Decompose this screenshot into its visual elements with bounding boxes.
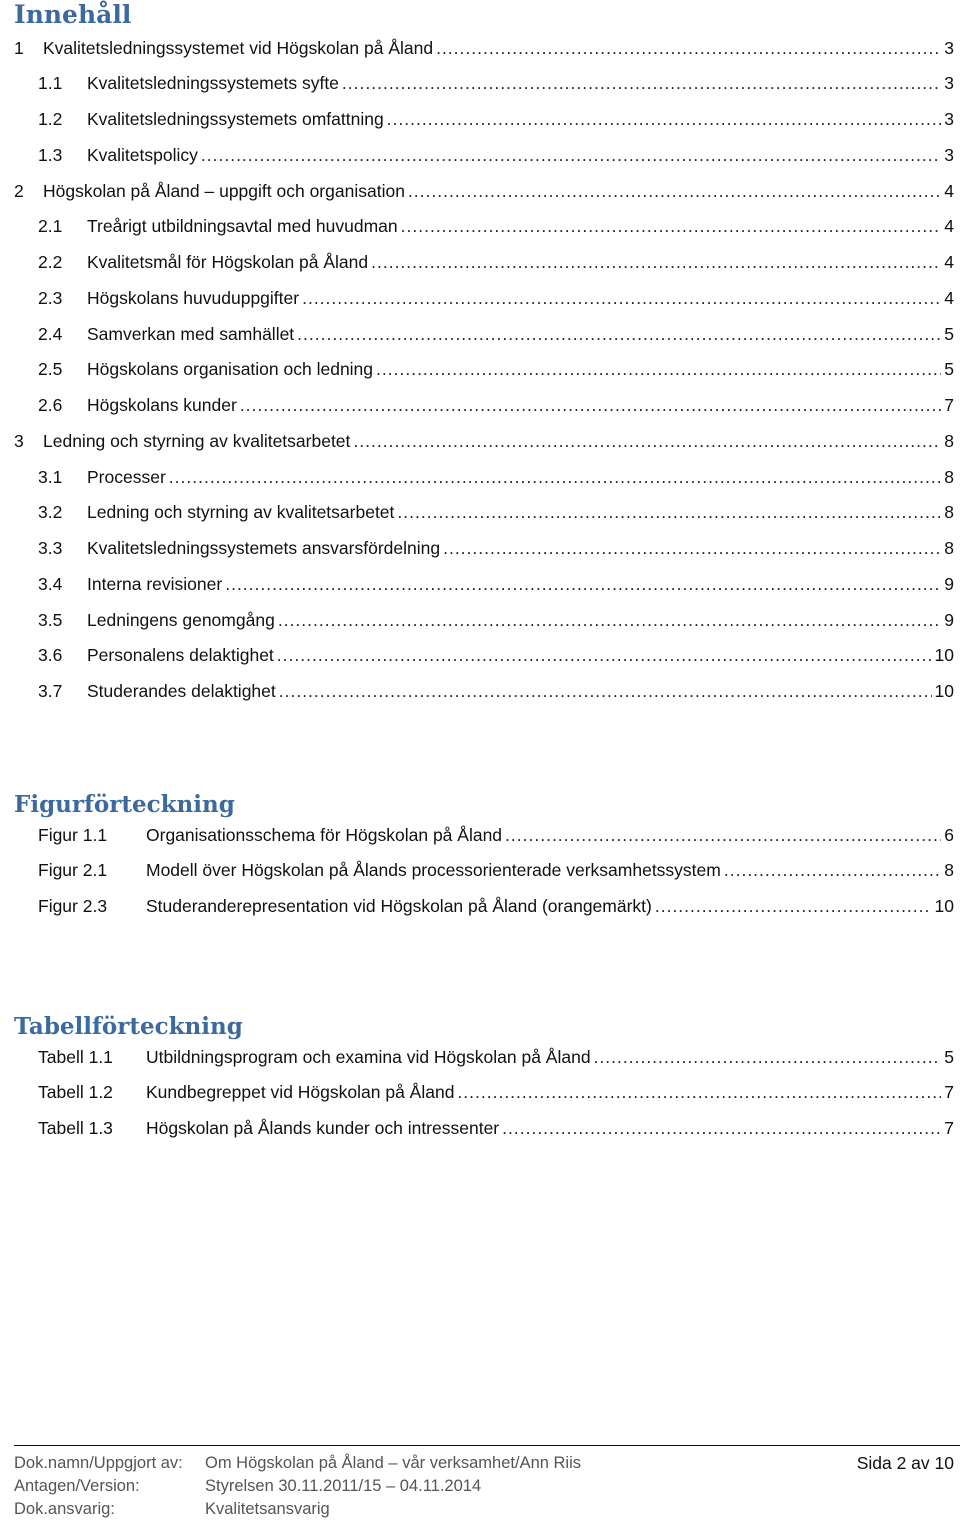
toc-entry[interactable]: [14, 212, 954, 242]
table-list-heading: Tabellförteckning: [14, 1013, 243, 1040]
dot-leader: [371, 252, 941, 273]
footer-label: Dok.namn/Uppgjort av:: [14, 1454, 183, 1472]
entry-page-number: 10: [934, 645, 954, 666]
dot-leader: [502, 1118, 941, 1139]
entry-page-number: 10: [934, 681, 954, 701]
footer-divider: [14, 1445, 960, 1446]
entry-page-number: 3: [944, 73, 954, 94]
entry-number: 3.7: [38, 681, 63, 701]
entry-number: Figur 1.1: [38, 824, 108, 845]
figure-list-entry[interactable]: [38, 820, 954, 850]
toc-entry[interactable]: [14, 176, 954, 206]
toc-entry[interactable]: [14, 105, 954, 135]
entry-page-number: 4: [944, 287, 954, 308]
dot-leader: [443, 538, 941, 559]
entry-title: Studerandes delaktighet: [87, 681, 279, 702]
entry-title: Treårigt utbildningsavtal med huvudman: [87, 216, 401, 237]
entry-title: Ledning och styrning av kvalitetsarbetet: [87, 502, 397, 523]
footer-label: Dok.ansvarig:: [14, 1500, 115, 1518]
dot-leader: [505, 825, 941, 846]
entry-number: 3.4: [38, 573, 63, 594]
dot-leader: [594, 1047, 942, 1068]
toc-entry[interactable]: [14, 462, 954, 492]
entry-title: Kvalitetsmål för Högskolan på Åland: [87, 252, 371, 273]
dot-leader: [278, 610, 941, 631]
entry-page-number: 3: [944, 109, 954, 129]
entry-number: 2: [14, 180, 24, 201]
dot-leader: [342, 73, 941, 94]
entry-title: Kvalitetspolicy: [87, 145, 201, 166]
toc-entry[interactable]: [14, 498, 954, 528]
toc-entry[interactable]: [14, 426, 954, 456]
entry-title: Kvalitetsledningssystemets syfte: [87, 73, 342, 94]
footer-value: Styrelsen 30.11.2011/15 – 04.11.2014: [205, 1477, 482, 1495]
entry-page-number: 8: [944, 538, 954, 558]
entry-number: 1.1: [38, 73, 63, 94]
entry-page-number: 4: [944, 252, 954, 272]
toc-entry[interactable]: [14, 355, 954, 385]
dot-leader: [169, 467, 941, 488]
entry-title: Högskolans huvuduppgifter: [87, 288, 302, 309]
entry-title: Ledning och styrning av kvalitetsarbetet: [43, 431, 353, 452]
entry-number: 1: [14, 37, 24, 58]
entry-number: 1.3: [38, 144, 63, 165]
footer-label: Antagen/Version:: [14, 1477, 140, 1495]
toc-entry[interactable]: [14, 140, 954, 170]
dot-leader: [655, 896, 932, 917]
entry-page-number: 10: [934, 896, 954, 916]
entry-page-number: 4: [944, 180, 954, 201]
entry-title: Modell över Högskolan på Ålands processorienterade verksamhetssystem: [146, 860, 724, 881]
toc-entry[interactable]: [14, 69, 954, 99]
entry-title: Studeranderepresentation vid Högskolan på Åland (orangemärkt): [146, 896, 655, 917]
entry-title: Högskolans kunder: [87, 395, 240, 416]
entry-number: 2.1: [38, 216, 63, 237]
entry-title: Utbildningsprogram och examina vid Högskolan på Åland: [146, 1047, 594, 1068]
entry-page-number: 3: [944, 37, 954, 58]
footer-row-doc-name: [14, 1452, 954, 1475]
entry-page-number: 8: [944, 860, 954, 881]
entry-number: 2.4: [38, 323, 63, 344]
entry-number: Tabell 1.1: [38, 1046, 113, 1067]
entry-title: Högskolans organisation och ledning: [87, 359, 376, 380]
entry-title: Ledningens genomgång: [87, 610, 278, 631]
entry-number: Figur 2.1: [38, 860, 108, 881]
entry-number: 3: [14, 430, 24, 451]
entry-number: 2.3: [38, 287, 63, 308]
entry-number: 3.1: [38, 466, 63, 487]
footer-value: Om Högskolan på Åland – vår verksamhet/Ann Riis: [205, 1454, 582, 1472]
entry-page-number: 5: [944, 359, 954, 380]
table-list-entry[interactable]: [38, 1114, 954, 1144]
table-list-entry[interactable]: [38, 1042, 954, 1072]
entry-title: Personalens delaktighet: [87, 645, 277, 666]
entry-number: 3.5: [38, 609, 63, 630]
dot-leader: [297, 324, 941, 345]
entry-title: Processer: [87, 467, 169, 488]
figure-list-entry[interactable]: [38, 856, 954, 886]
entry-number: 2.6: [38, 395, 63, 415]
entry-number: 3.2: [38, 502, 63, 523]
toc-entry[interactable]: [14, 283, 954, 313]
entry-title: Organisationsschema för Högskolan på Åland: [146, 825, 505, 846]
entry-page-number: 5: [944, 1046, 954, 1067]
toc-entry[interactable]: [14, 33, 954, 63]
entry-number: 2.5: [38, 359, 63, 380]
entry-number: 1.2: [38, 109, 63, 129]
entry-page-number: 7: [944, 395, 954, 415]
dot-leader: [201, 145, 941, 166]
entry-number: 3.6: [38, 645, 63, 666]
footer-value: Kvalitetsansvarig: [205, 1500, 330, 1518]
entry-page-number: 9: [944, 609, 954, 630]
entry-page-number: 6: [944, 824, 954, 845]
entry-title: Kvalitetsledningssystemets ansvarsfördelning: [87, 538, 443, 559]
toc-heading: Innehåll: [14, 0, 132, 29]
entry-page-number: 4: [944, 216, 954, 237]
toc-entry[interactable]: [14, 569, 954, 599]
dot-leader: [436, 38, 941, 59]
page-indicator: Sida 2 av 10: [856, 1453, 954, 1473]
toc-entry[interactable]: [14, 641, 954, 671]
toc-entry[interactable]: [14, 677, 954, 707]
dot-leader: [408, 181, 941, 202]
entry-page-number: 3: [944, 144, 954, 165]
dot-leader: [387, 109, 942, 130]
toc-entry[interactable]: [14, 319, 954, 349]
entry-page-number: 8: [944, 430, 954, 451]
footer-row-version: [14, 1475, 954, 1498]
entry-page-number: 8: [944, 466, 954, 487]
entry-number: Figur 2.3: [38, 896, 108, 916]
figure-list-heading: Figurförteckning: [14, 791, 235, 818]
dot-leader: [376, 359, 941, 380]
entry-number: Tabell 1.2: [38, 1082, 113, 1103]
dot-leader: [277, 645, 932, 666]
figure-list-entry[interactable]: [38, 892, 954, 922]
entry-page-number: 7: [944, 1082, 954, 1103]
entry-title: Samverkan med samhället: [87, 324, 297, 345]
entry-page-number: 8: [944, 502, 954, 523]
dot-leader: [401, 216, 942, 237]
dot-leader: [279, 681, 932, 702]
dot-leader: [225, 574, 941, 595]
entry-number: 3.3: [38, 538, 63, 558]
entry-number: Tabell 1.3: [38, 1118, 113, 1138]
entry-page-number: 9: [944, 573, 954, 594]
footer-row-owner: [14, 1498, 954, 1521]
entry-title: Högskolan på Åland – uppgift och organisation: [43, 181, 408, 202]
dot-leader: [240, 395, 941, 416]
entry-title: Högskolan på Ålands kunder och intressenter: [146, 1118, 502, 1139]
entry-title: Interna revisioner: [87, 574, 225, 595]
toc-entry[interactable]: [14, 534, 954, 564]
dot-leader: [724, 860, 941, 881]
table-list-entry[interactable]: [38, 1078, 954, 1108]
dot-leader: [457, 1082, 941, 1103]
dot-leader: [353, 431, 941, 452]
toc-entry[interactable]: [14, 605, 954, 635]
toc-entry[interactable]: [14, 248, 954, 278]
entry-title: Kundbegreppet vid Högskolan på Åland: [146, 1082, 457, 1103]
page-footer: [14, 1452, 954, 1521]
entry-page-number: 7: [944, 1118, 954, 1138]
entry-title: Kvalitetsledningssystemets omfattning: [87, 109, 387, 130]
entry-number: 2.2: [38, 252, 63, 272]
dot-leader: [397, 502, 941, 523]
toc-entry[interactable]: [14, 391, 954, 421]
entry-page-number: 5: [944, 323, 954, 344]
entry-title: Kvalitetsledningssystemet vid Högskolan på Åland: [43, 38, 436, 59]
dot-leader: [302, 288, 941, 309]
